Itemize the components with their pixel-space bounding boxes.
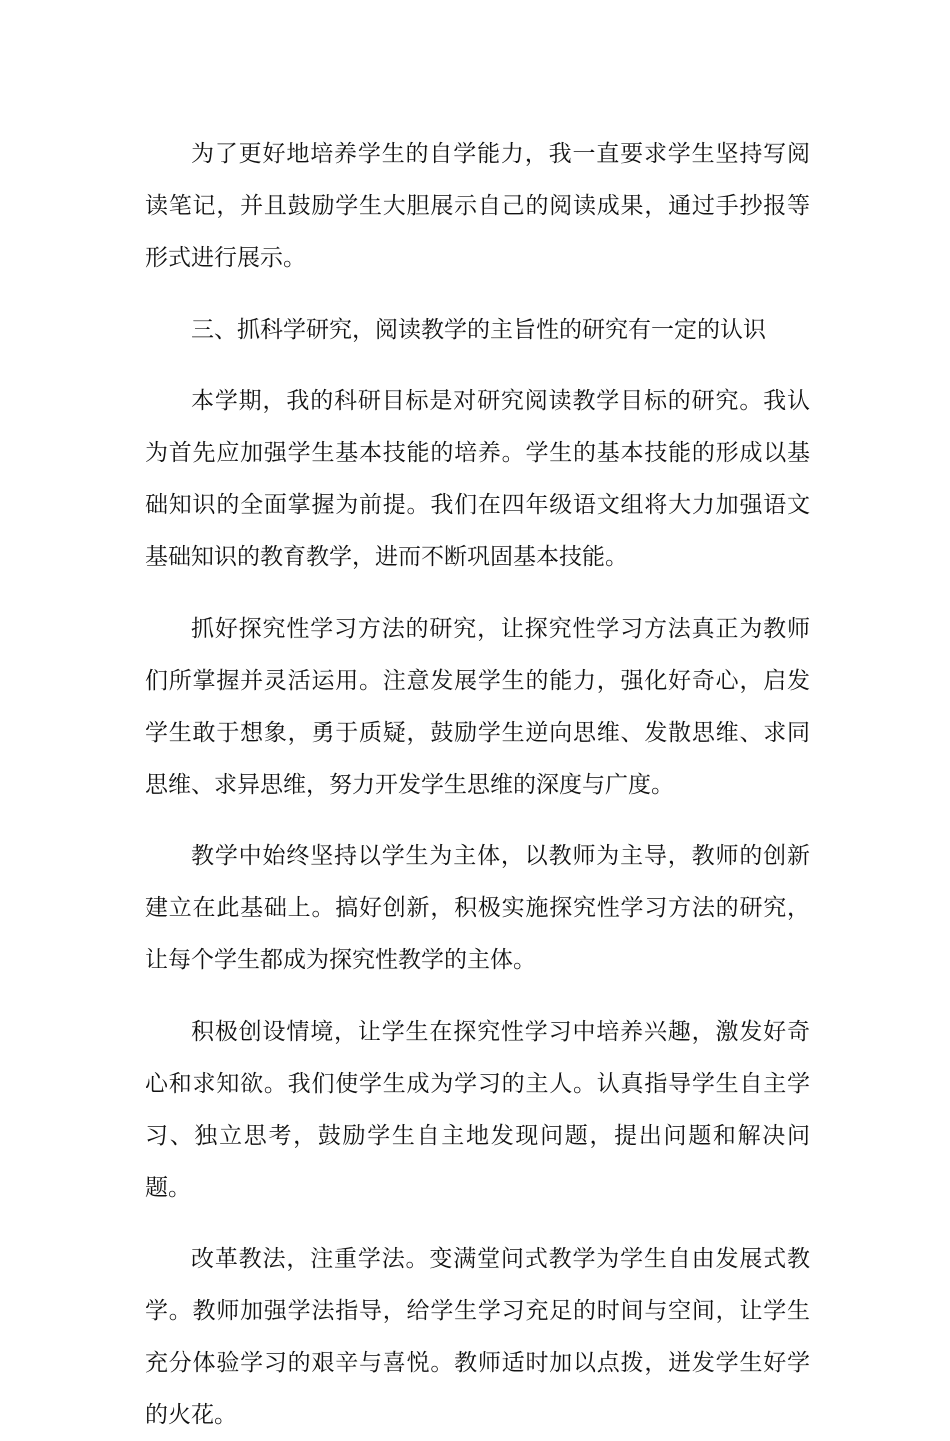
section-heading-research: 三、抓科学研究，阅读教学的主旨性的研究有一定的认识 [191, 316, 766, 343]
paragraph-student-centered: 教学中始终坚持以学生为主体，以教师为主导，教师的创新建立在此基础上。搞好创新，积极实施探究性学习方法的研究，让每个学生都成为探究性教学的主体。 [145, 843, 810, 973]
paragraph-research-goal: 本学期，我的科研目标是对研究阅读教学目标的研究。我认为首先应加强学生基本技能的培养。学生的基本技能的形成以基础知识的全面掌握为前提。我们在四年级语文组将大力加强语文基础知识的教育教学，进而不断巩固基本技能。 [145, 388, 810, 570]
paragraph-inquiry-method: 抓好探究性学习方法的研究，让探究性学习方法真正为教师们所掌握并灵活运用。注意发展学生的能力，强化好奇心，启发学生敢于想象，勇于质疑，鼓励学生逆向思维、发散思维、求同思维、求异思维，努力开发学生思维的深度与广度。 [145, 615, 810, 798]
paragraph-reform-teaching: 改革教法，注重学法。变满堂问式教学为学生自由发展式教学。教师加强学法指导，给学生学习充足的时间与空间，让学生充分体验学习的艰辛与喜悦。教师适时加以点拨，迸发学生好学的火花。 [145, 1246, 810, 1428]
paragraph-create-situations: 积极创设情境，让学生在探究性学习中培养兴趣，激发好奇心和求知欲。我们使学生成为学习的主人。认真指导学生自主学习、独立思考，鼓励学生自主地发现问题，提出问题和解决问题。 [145, 1018, 810, 1201]
paragraph-reading-notes: 为了更好地培养学生的自学能力，我一直要求学生坚持写阅读笔记，并且鼓励学生大胆展示自己的阅读成果，通过手抄报等形式进行展示。 [145, 141, 810, 271]
